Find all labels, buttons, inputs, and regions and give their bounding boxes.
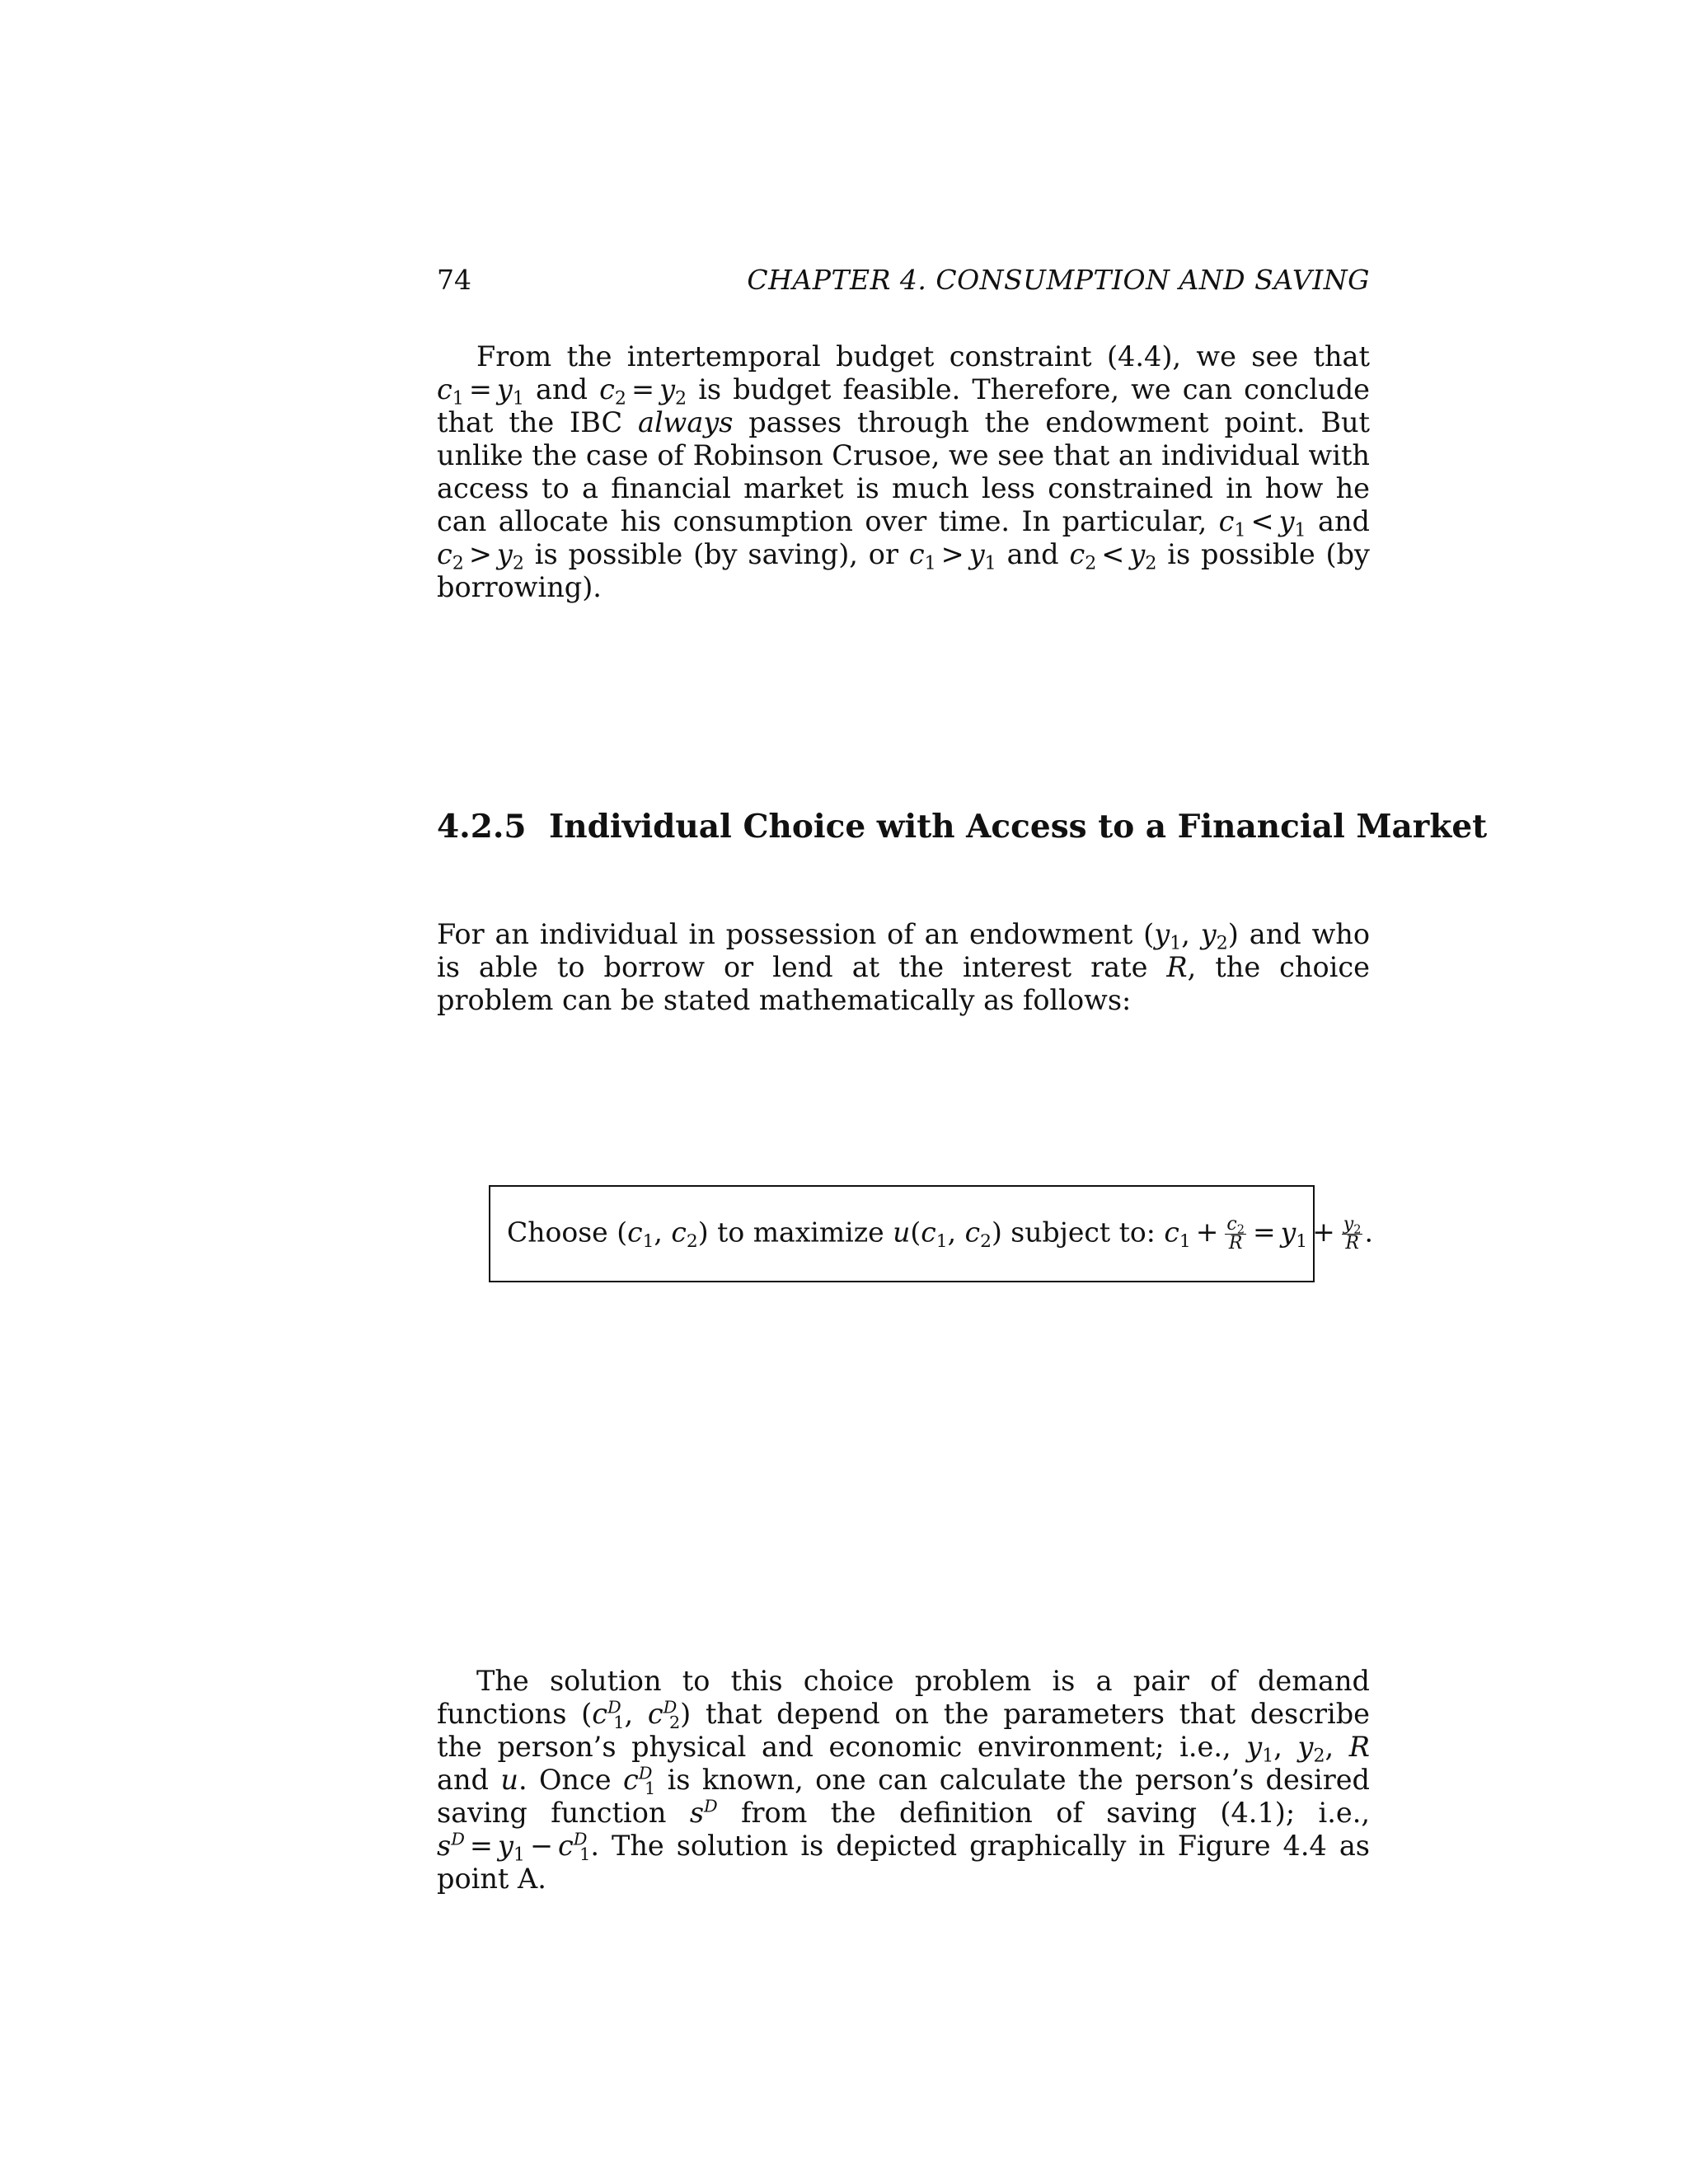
text-span: and <box>996 538 1070 570</box>
text-span: and who is able to borrow or lend at the interest rate <box>437 918 1370 983</box>
text-span: The solution to this choice problem is a pair of demand functions <box>437 1665 1370 1730</box>
text-span: that depend on the parameters that describe the person’s physical and economic environment; i.e., <box>437 1698 1370 1763</box>
paragraph-solution: The solution to this choice problem is a pair of demand functions ($c^D1$, $c^D2$) that depend on the parameters that describe the person’s physical and economic environment; i.e., $y_1$, $y_2$, R and u. Once $c^D1$ is known, one can calculate the person’s desired saving function $s^D$ from the definition of saving (4.1); i.e., $s^D = y_1 - c^D1$. The solution is depicted graphically in Figure 4.4 as point A. <box>437 1665 1370 1895</box>
text-span: to maximize <box>708 1216 893 1248</box>
running-head <box>437 262 1370 298</box>
text-span: For an individual in possession of an endowment <box>437 918 1144 950</box>
paragraph-endowment-point: From the intertemporal budget constraint (4.4), we see that $c_1 = y_1$ and $c_2 = y_2$ is budget feasible. Therefore, we can conclude that the IBC always passes through the endowment point. But unlike the case of Robinson Crusoe, we see that an individual with access to a financial market is much less constrained in how he can allocate his consumption over time. In particular, $c_1 < y_1$ and $c_2 > y_2$ is possible (by saving), or $c_1 > y_1$ and $c_2 < y_2$ is possible (by borrowing). <box>437 340 1370 603</box>
section-number: 4.2.5 <box>437 808 527 846</box>
box-text: Choose ($c_1$, $c_2$) to maximize $u(c_1$, $c_2$) subject to: $c_1$ + $\frac{c_2}{R}$ = $y_1$ + $\frac{y_2}{R}$ . <box>507 1213 1373 1254</box>
fraction-c2-over-R: $\frac{c_2}{R}$ <box>1226 1213 1245 1254</box>
section-heading <box>437 805 1488 848</box>
text-span: is possible (by saving), or <box>523 538 909 570</box>
chapter-title: CHAPTER 4. CONSUMPTION AND SAVING <box>747 264 1370 296</box>
page-number: 74 <box>437 264 471 296</box>
text-span: Choose <box>507 1216 617 1248</box>
fraction-y2-over-R: $\frac{y_2}{R}$ <box>1343 1213 1362 1254</box>
text-span: is budget feasible. Therefore, we can conclude that the IBC <box>437 373 1370 438</box>
text-span: and <box>523 373 600 405</box>
text-span: passes through the endowment point. But unlike the case of Robinson Crusoe, we see that an individual with access to a financial market is much less constrained in how he can allocate his consumption over time. In particular, <box>437 406 1370 537</box>
boxed-choice-problem <box>489 1185 1373 1282</box>
section-title: Individual Choice with Access to a Financial Market <box>549 808 1488 846</box>
text-span: is known, one can calculate the person’s desired saving function <box>437 1764 1370 1829</box>
text-span: . Once <box>518 1764 623 1796</box>
text-span: From the intertemporal budget constraint (4.4), we see that <box>476 340 1370 373</box>
paragraph-choice-problem: For an individual in possession of an endowment ($y_1$, $y_2$) and who is able to borrow or lend at the interest rate R, the choice problem can be stated mathematically as follows: <box>437 918 1370 1016</box>
text-span: subject to: <box>1001 1216 1165 1248</box>
text-span: is possible (by borrowing). <box>437 538 1370 603</box>
text-span: , the choice problem can be stated mathematically as follows: <box>437 951 1370 1016</box>
emphasis-always: always <box>637 406 734 438</box>
text-span: from the definition of saving (4.1); i.e., <box>717 1797 1370 1829</box>
text-span: . The solution is depicted graphically in Figure 4.4 as point A. <box>437 1830 1370 1895</box>
text-span: and <box>1306 505 1370 537</box>
text-span: and <box>437 1764 501 1796</box>
